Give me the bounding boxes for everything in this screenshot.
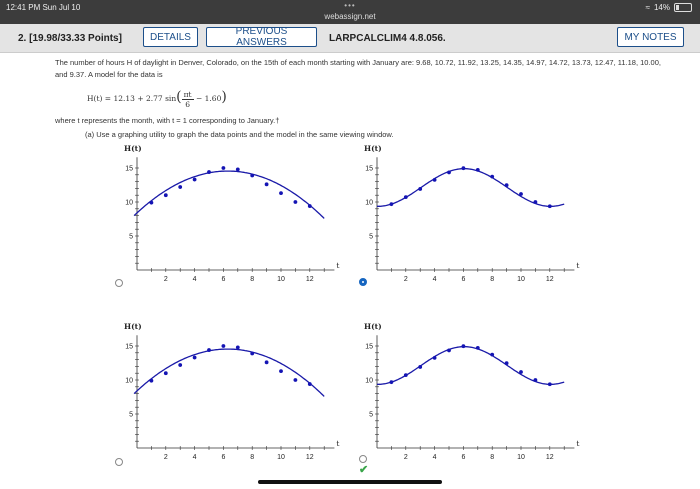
x-axis-label: t <box>576 261 580 270</box>
x-tick-label: 4 <box>192 276 197 283</box>
x-tick-label: 12 <box>545 276 554 283</box>
data-point <box>193 178 197 182</box>
question-content <box>0 53 700 489</box>
y-tick-label: 5 <box>369 411 373 419</box>
data-point <box>279 191 283 195</box>
x-tick-label: 8 <box>490 276 495 283</box>
data-point <box>193 356 197 360</box>
data-point <box>390 380 394 384</box>
graph-option-d <box>360 309 585 468</box>
y-tick-label: 15 <box>125 343 133 351</box>
data-point <box>490 175 494 179</box>
x-tick-label: 10 <box>517 454 525 461</box>
data-point <box>178 363 182 367</box>
radio-option-d[interactable] <box>359 455 367 463</box>
y-axis-label: H(t) <box>124 144 142 154</box>
details-button[interactable]: DETAILS <box>143 27 198 47</box>
x-tick-label: 4 <box>432 454 437 461</box>
graph-option-a <box>120 140 345 290</box>
part-a-text: (a) Use a graphing utility to graph the data points and the model in the same viewing window. <box>85 130 394 139</box>
model-denominator: 6 <box>185 99 190 109</box>
data-point <box>505 361 509 365</box>
status-time: 12:41 PM Sun Jul 10 <box>6 3 81 12</box>
x-tick-label: 2 <box>403 454 408 461</box>
model-formula: H(t) = 12.13 + 2.77 sin( $\frac{\pi t}{6}$ − 1.60) <box>87 89 227 109</box>
address-bar[interactable]: webassign.net <box>324 12 376 21</box>
model-suffix: − 1.60 <box>195 94 222 103</box>
y-tick-label: 10 <box>125 199 133 207</box>
wifi-icon: ≈ <box>645 3 650 12</box>
x-tick-label: 10 <box>277 276 285 283</box>
x-tick-label: 12 <box>545 454 554 461</box>
data-point <box>519 370 523 374</box>
y-tick-label: 10 <box>365 377 373 385</box>
battery-percent: 14% <box>653 3 670 12</box>
model-curve <box>134 171 324 218</box>
x-tick-label: 8 <box>490 454 495 461</box>
data-point <box>265 182 269 186</box>
status-bar <box>0 0 700 24</box>
data-point <box>447 349 451 353</box>
x-tick-label: 6 <box>461 454 466 461</box>
radio-option-a[interactable] <box>115 279 123 287</box>
x-axis-label: t <box>576 439 580 448</box>
data-point <box>548 382 552 386</box>
graph-option-c <box>120 318 345 468</box>
data-point <box>308 382 312 386</box>
data-point <box>447 171 451 175</box>
battery-icon <box>674 3 692 12</box>
x-tick-label: 12 <box>305 454 314 461</box>
status-right <box>646 3 692 12</box>
data-point <box>534 378 538 382</box>
data-point <box>418 365 422 369</box>
data-point <box>548 204 552 208</box>
x-tick-label: 12 <box>305 276 314 283</box>
y-tick-label: 5 <box>129 233 133 241</box>
x-tick-label: 10 <box>277 454 285 461</box>
data-point <box>164 193 168 197</box>
data-point <box>418 187 422 191</box>
data-point <box>390 202 394 206</box>
x-tick-label: 4 <box>192 454 197 461</box>
data-point <box>462 344 466 348</box>
data-point <box>207 170 211 174</box>
data-point <box>236 345 240 349</box>
x-tick-label: 8 <box>250 276 255 283</box>
data-point <box>519 192 523 196</box>
data-point <box>236 167 240 171</box>
data-point <box>505 183 509 187</box>
data-point <box>404 195 408 199</box>
y-axis-label: H(t) <box>364 322 382 332</box>
home-indicator <box>258 480 442 484</box>
correct-check-icon: ✔ <box>359 464 369 476</box>
where-text: where t represents the month, with t = 1 corresponding to January.† <box>55 116 280 125</box>
data-point <box>250 352 254 356</box>
data-point <box>250 174 254 178</box>
x-tick-label: 2 <box>403 276 408 283</box>
data-point <box>476 168 480 172</box>
x-tick-label: 4 <box>432 276 437 283</box>
data-point <box>433 356 437 360</box>
y-tick-label: 5 <box>129 411 133 419</box>
y-axis-label: H(t) <box>364 144 382 154</box>
x-tick-label: 8 <box>250 454 255 461</box>
model-prefix: H(t) = 12.13 + 2.77 sin <box>87 94 177 103</box>
x-tick-label: 6 <box>221 276 226 283</box>
question-points: 2. [19.98/33.33 Points] <box>18 33 122 44</box>
previous-answers-button[interactable]: PREVIOUS ANSWERS <box>206 27 317 47</box>
data-point <box>404 373 408 377</box>
data-point <box>178 185 182 189</box>
y-tick-label: 5 <box>369 233 373 241</box>
y-tick-label: 10 <box>365 199 373 207</box>
x-tick-label: 10 <box>517 276 525 283</box>
y-tick-label: 15 <box>125 165 133 173</box>
data-point <box>462 166 466 170</box>
x-tick-label: 2 <box>163 454 168 461</box>
x-axis-label: t <box>336 439 340 448</box>
data-point <box>294 200 298 204</box>
data-point <box>294 378 298 382</box>
model-numerator: πt <box>183 89 192 99</box>
radio-option-c[interactable] <box>115 458 123 466</box>
x-axis-label: t <box>336 261 340 270</box>
data-point <box>490 353 494 357</box>
graph-option-b <box>360 140 585 290</box>
question-header <box>0 24 700 53</box>
browser-menu-dots[interactable]: ••• <box>344 1 356 10</box>
model-curve <box>134 349 324 396</box>
data-point <box>279 369 283 373</box>
radio-option-b[interactable] <box>359 278 367 286</box>
data-point <box>150 201 154 205</box>
data-point <box>265 360 269 364</box>
data-point <box>150 379 154 383</box>
data-point <box>433 178 437 182</box>
my-notes-button[interactable]: MY NOTES <box>617 27 684 47</box>
x-tick-label: 6 <box>461 276 466 283</box>
x-tick-label: 6 <box>221 454 226 461</box>
y-axis-label: H(t) <box>124 322 142 332</box>
data-point <box>308 204 312 208</box>
y-tick-label: 10 <box>125 377 133 385</box>
data-point <box>222 166 226 170</box>
question-code: LARPCALCLIM4 4.8.056. <box>329 33 446 44</box>
data-point <box>207 348 211 352</box>
data-point <box>222 344 226 348</box>
x-tick-label: 2 <box>163 276 168 283</box>
y-tick-label: 15 <box>365 343 373 351</box>
y-tick-label: 15 <box>365 165 373 173</box>
problem-text: The number of hours H of daylight in Denver, Colorado, on the 15th of each month starting with January are: 9.68, 10.72, 11.92, 13.25, 14.35, 14.97, 14.72, 13.73, 12.47, 11.18, 10.00, and 9.37. A model for the data is <box>55 58 661 79</box>
data-point <box>164 371 168 375</box>
data-point <box>476 346 480 350</box>
data-point <box>534 200 538 204</box>
